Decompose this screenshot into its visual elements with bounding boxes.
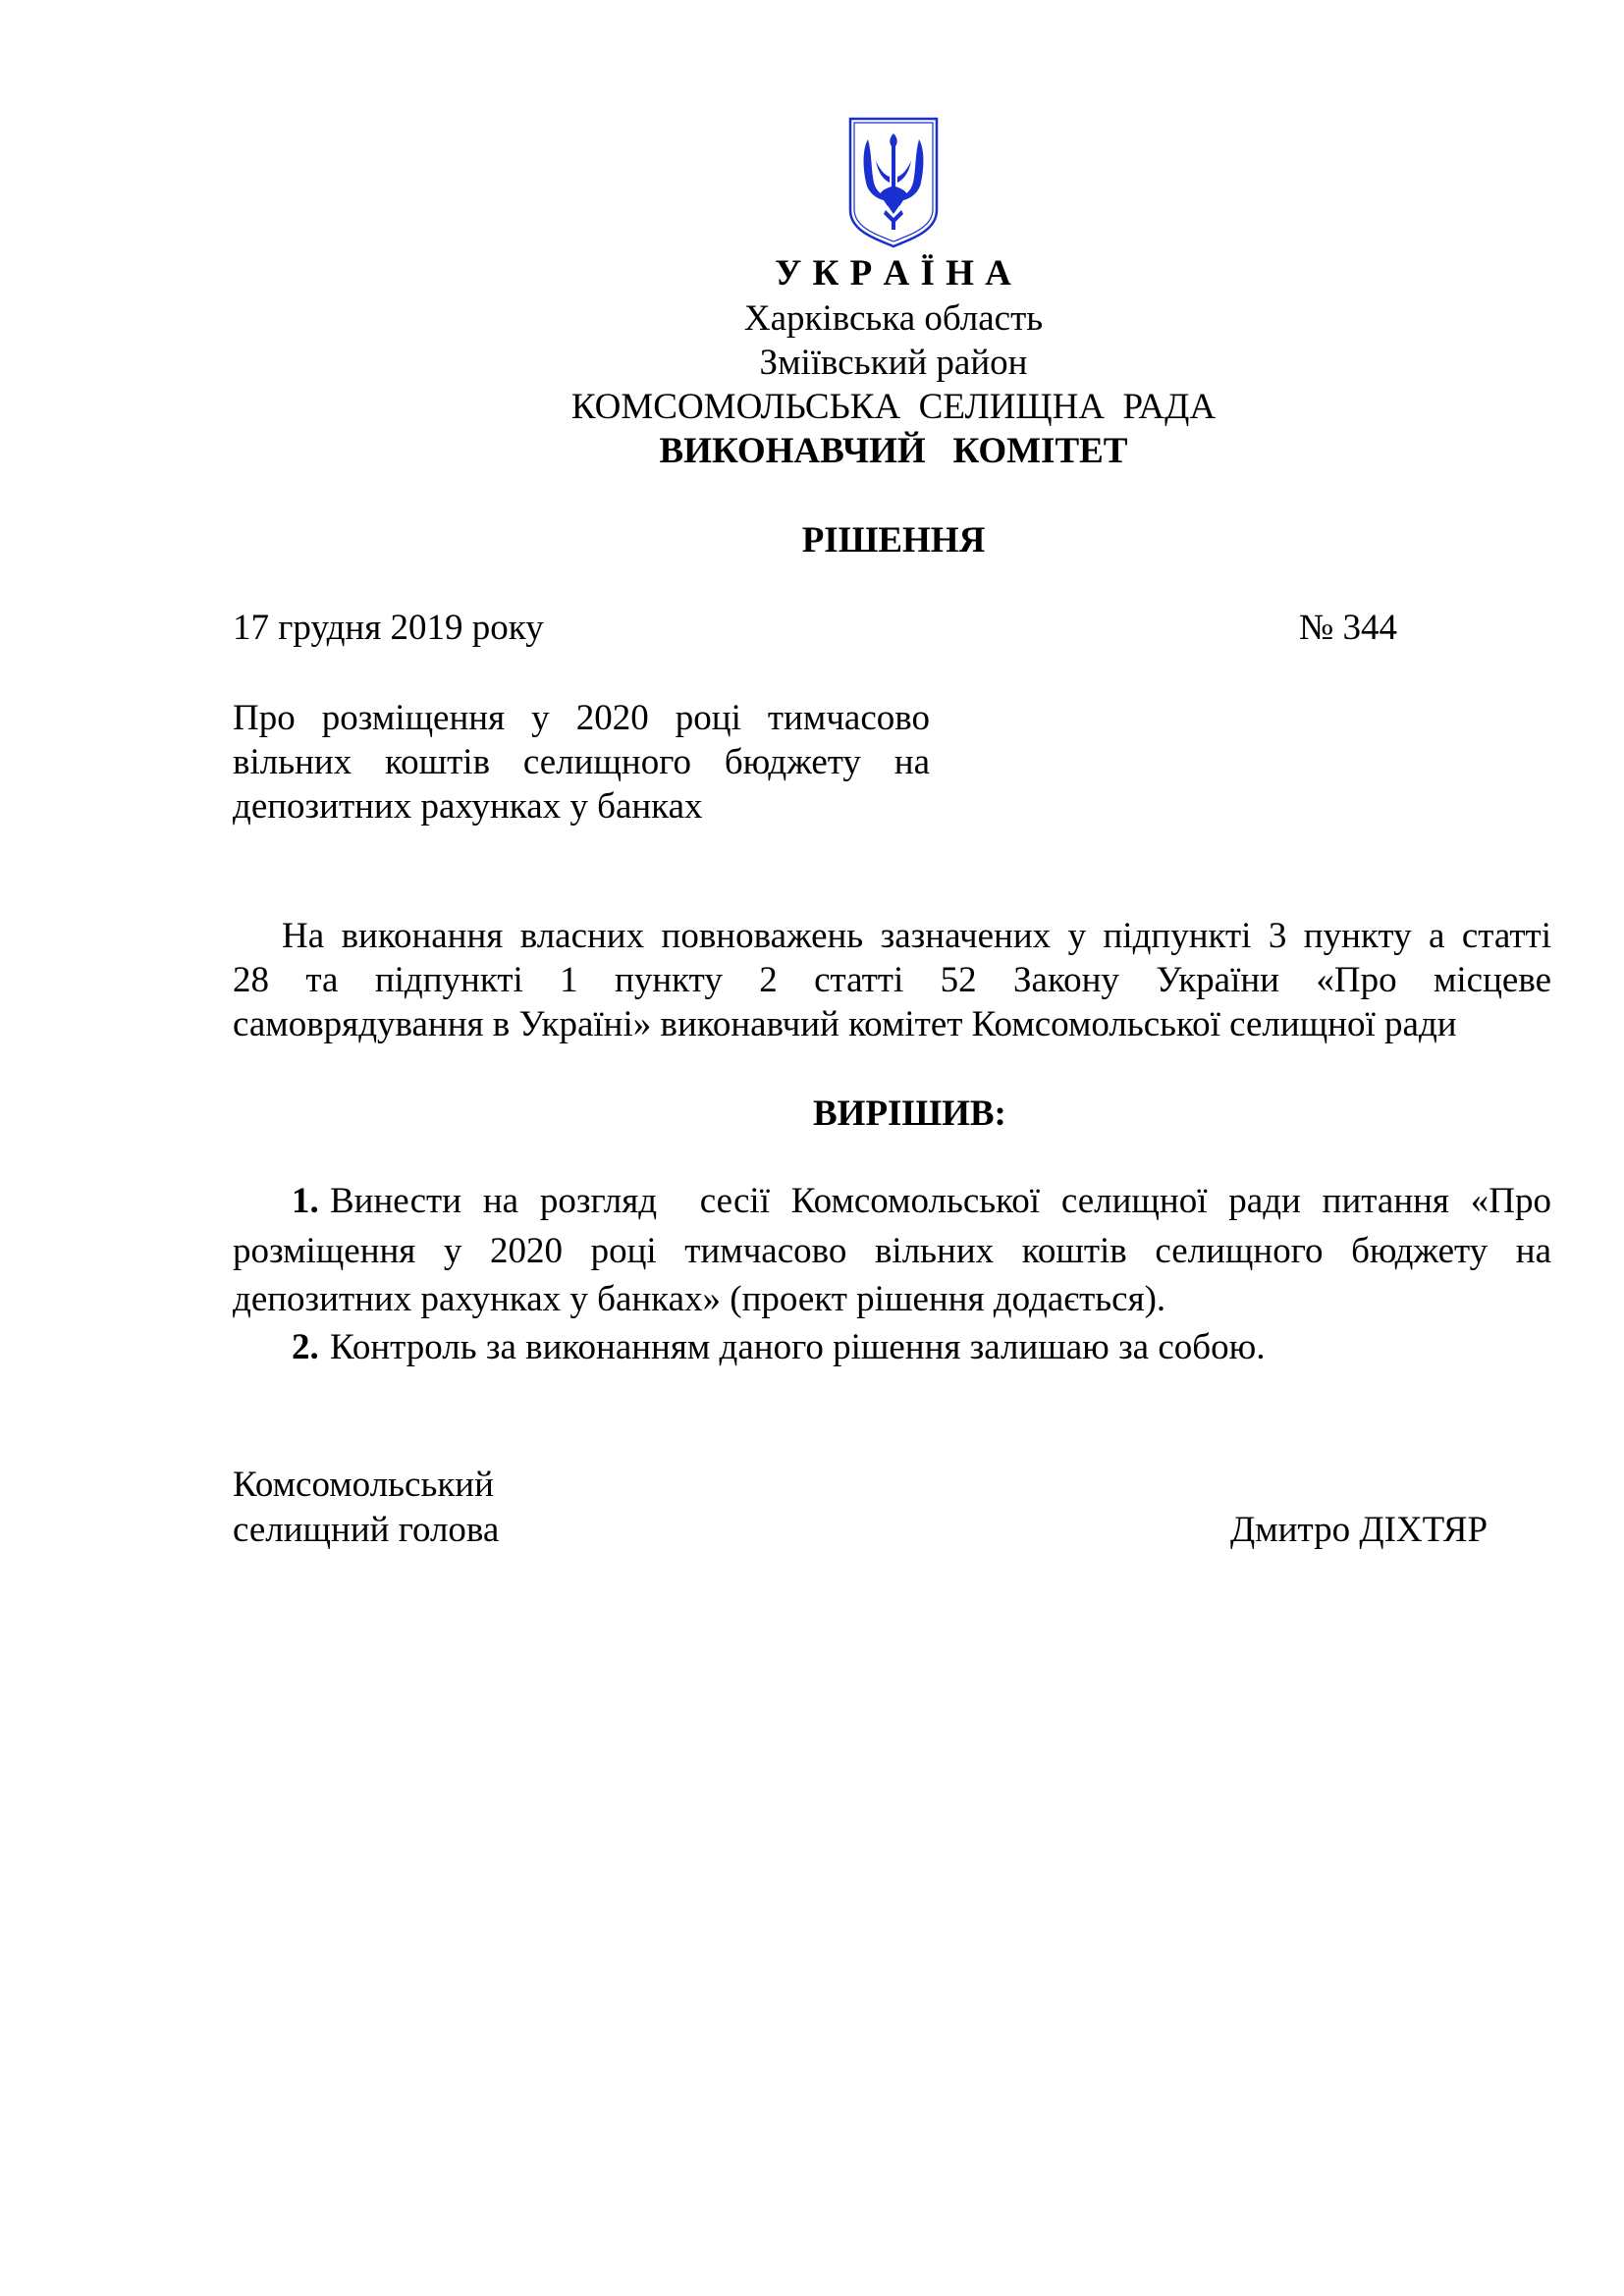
preamble-line: На виконання власних повноважень зазначених у підпункті 3 пункту а статті — [282, 916, 1551, 956]
item-line: розміщення у 2020 році тимчасово вільних коштів селищного бюджету на — [233, 1231, 1551, 1271]
item-number: 2. — [292, 1327, 319, 1367]
item-number: 1. — [292, 1181, 319, 1221]
resolved-heading: ВИРІШИВ: — [813, 1094, 1006, 1134]
document-type-heading: РІШЕННЯ — [801, 520, 986, 561]
subject-line: депозитних рахунках у банках — [233, 786, 703, 827]
signatory-title: Комсомольський — [233, 1465, 494, 1505]
signatory-name: Дмитро ДІХТЯР — [1230, 1510, 1489, 1550]
oblast-line: Харківська область — [743, 298, 1044, 339]
preamble-line: самоврядування в Україні» виконавчий комітет Комсомольської селищної ради — [233, 1004, 1457, 1044]
document-date: 17 грудня 2019 року — [233, 608, 544, 648]
document-number: № 344 — [1299, 608, 1398, 648]
item-line: депозитних рахунках у банках» (проект рішення додається). — [233, 1279, 1166, 1319]
subject-line: Про розміщення у 2020 році тимчасово — [233, 698, 930, 738]
coat-of-arms-icon — [846, 116, 941, 249]
item-line: Контроль за виконанням даного рішення залишаю за собою. — [330, 1327, 1266, 1367]
rayon-line: Зміївський район — [759, 343, 1028, 383]
council-line: КОМСОМОЛЬСЬКА СЕЛИЩНА РАДА — [570, 387, 1217, 427]
subject-line: вільних коштів селищного бюджету на — [233, 742, 930, 782]
item-line: Винести на розгляд сесії Комсомольської селищної ради питання «Про — [330, 1181, 1551, 1221]
committee-line: ВИКОНАВЧИЙ КОМІТЕТ — [659, 431, 1128, 471]
signatory-title: селищний голова — [233, 1510, 500, 1550]
preamble-line: 28 та підпункті 1 пункту 2 статті 52 Закону України «Про місцеве — [233, 960, 1551, 1000]
country-heading: У К Р А Ї Н А — [775, 253, 1012, 294]
